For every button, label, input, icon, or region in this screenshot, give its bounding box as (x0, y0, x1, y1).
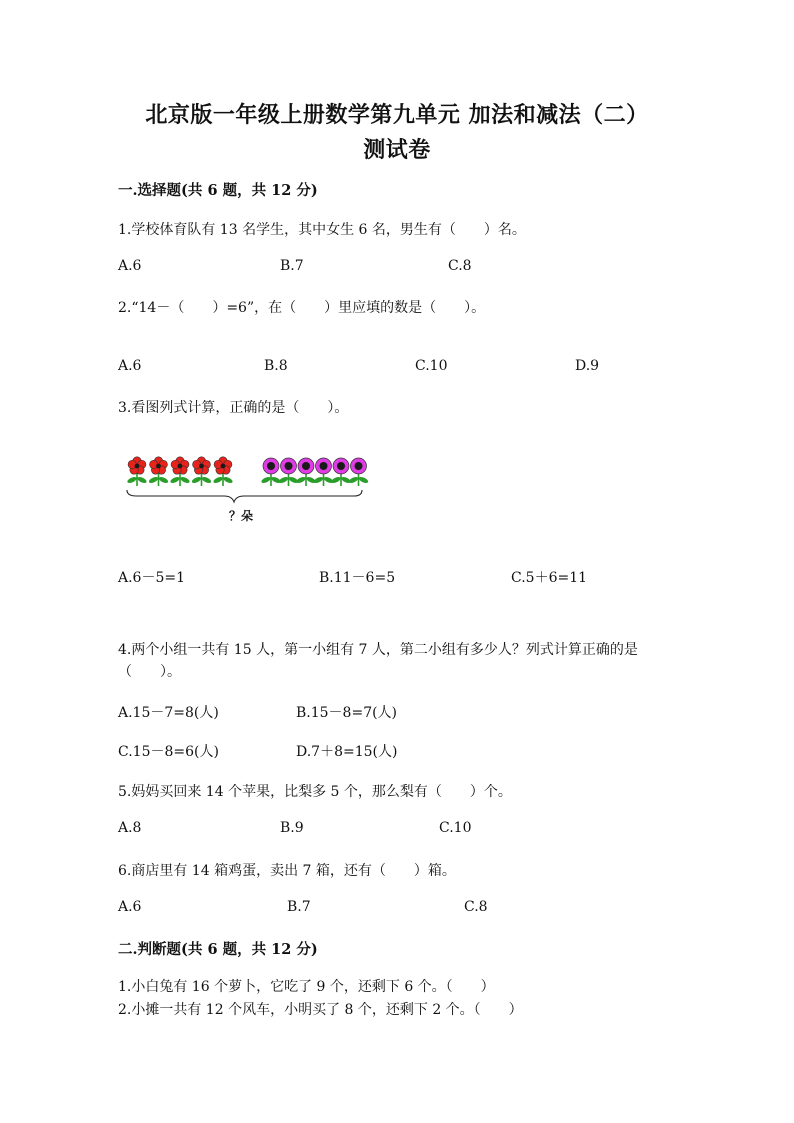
red-flower (212, 457, 233, 486)
q1-option-c: C.8 (448, 258, 472, 274)
q4-option-d: D.7＋8=15(人) (296, 744, 398, 760)
q2-option-d: D.9 (575, 358, 600, 374)
question-1-4: 4.两个小组一共有 15 人，第一小组有 7 人，第二小组有多少人？列式计算正确的是（ ）。 (118, 642, 638, 680)
q6-option-c: C.8 (464, 899, 488, 915)
brace (127, 490, 362, 502)
q4-option-b: B.15－8=7(人) (296, 705, 398, 721)
q1-option-a: A.6 (118, 258, 142, 274)
q1-option-b: B.7 (280, 258, 304, 274)
pink-flower (348, 458, 369, 486)
title-line-2: 测试卷 (363, 137, 431, 163)
brace-label: ？朵 (229, 509, 254, 523)
q5-option-a: A.8 (118, 820, 142, 836)
section-2-heading: 二.判断题(共 6 题，共 12 分) (118, 941, 318, 958)
q2-option-b: B.8 (264, 358, 288, 374)
red-flower (148, 457, 169, 486)
q3-option-b: B.11－6=5 (319, 570, 396, 586)
question-1-2: 2.“14－（ ）=6”，在（ ）里应填的数是（ ）。 (118, 300, 486, 316)
q5-option-b: B.9 (280, 820, 304, 836)
pink-flower (330, 458, 351, 486)
title-line-1: 北京版一年级上册数学第九单元 加法和减法（二） (145, 102, 649, 128)
question-1-5: 5.妈妈买回来 14 个苹果，比梨多 5 个，那么梨有（ ）个。 (118, 784, 512, 800)
q6-option-b: B.7 (287, 899, 311, 915)
q2-option-a: A.6 (118, 358, 142, 374)
section-1-heading: 一.选择题(共 6 题，共 12 分) (118, 182, 318, 199)
pink-flower (313, 458, 334, 486)
question-1-1: 1.学校体育队有 13 名学生，其中女生 6 名，男生有（ ）名。 (118, 222, 526, 238)
q2-option-c: C.10 (415, 358, 448, 374)
q6-option-a: A.6 (118, 899, 142, 915)
pink-flower (295, 458, 316, 486)
q3-option-c: C.5＋6=11 (511, 570, 588, 586)
question-1-6: 6.商店里有 14 箱鸡蛋，卖出 7 箱，还有（ ）箱。 (118, 863, 456, 879)
red-flower (191, 457, 212, 486)
q3-option-a: A.6－5=1 (118, 570, 186, 586)
q4-option-a: A.15－7=8(人) (118, 705, 219, 721)
question-2-2: 2.小摊一共有 12 个风车，小明买了 8 个，还剩下 2 个。（ ） (118, 1002, 523, 1018)
red-flower (126, 457, 147, 486)
pink-flower (260, 458, 281, 486)
q5-option-c: C.10 (439, 820, 472, 836)
red-flower (169, 457, 190, 486)
question-2-1: 1.小白兔有 16 个萝卜，它吃了 9 个，还剩下 6 个。（ ） (118, 979, 495, 995)
question-1-3: 3.看图列式计算，正确的是（ ）。 (118, 400, 349, 416)
pink-flower (278, 458, 299, 486)
q4-option-c: C.15－8=6(人) (118, 744, 219, 760)
